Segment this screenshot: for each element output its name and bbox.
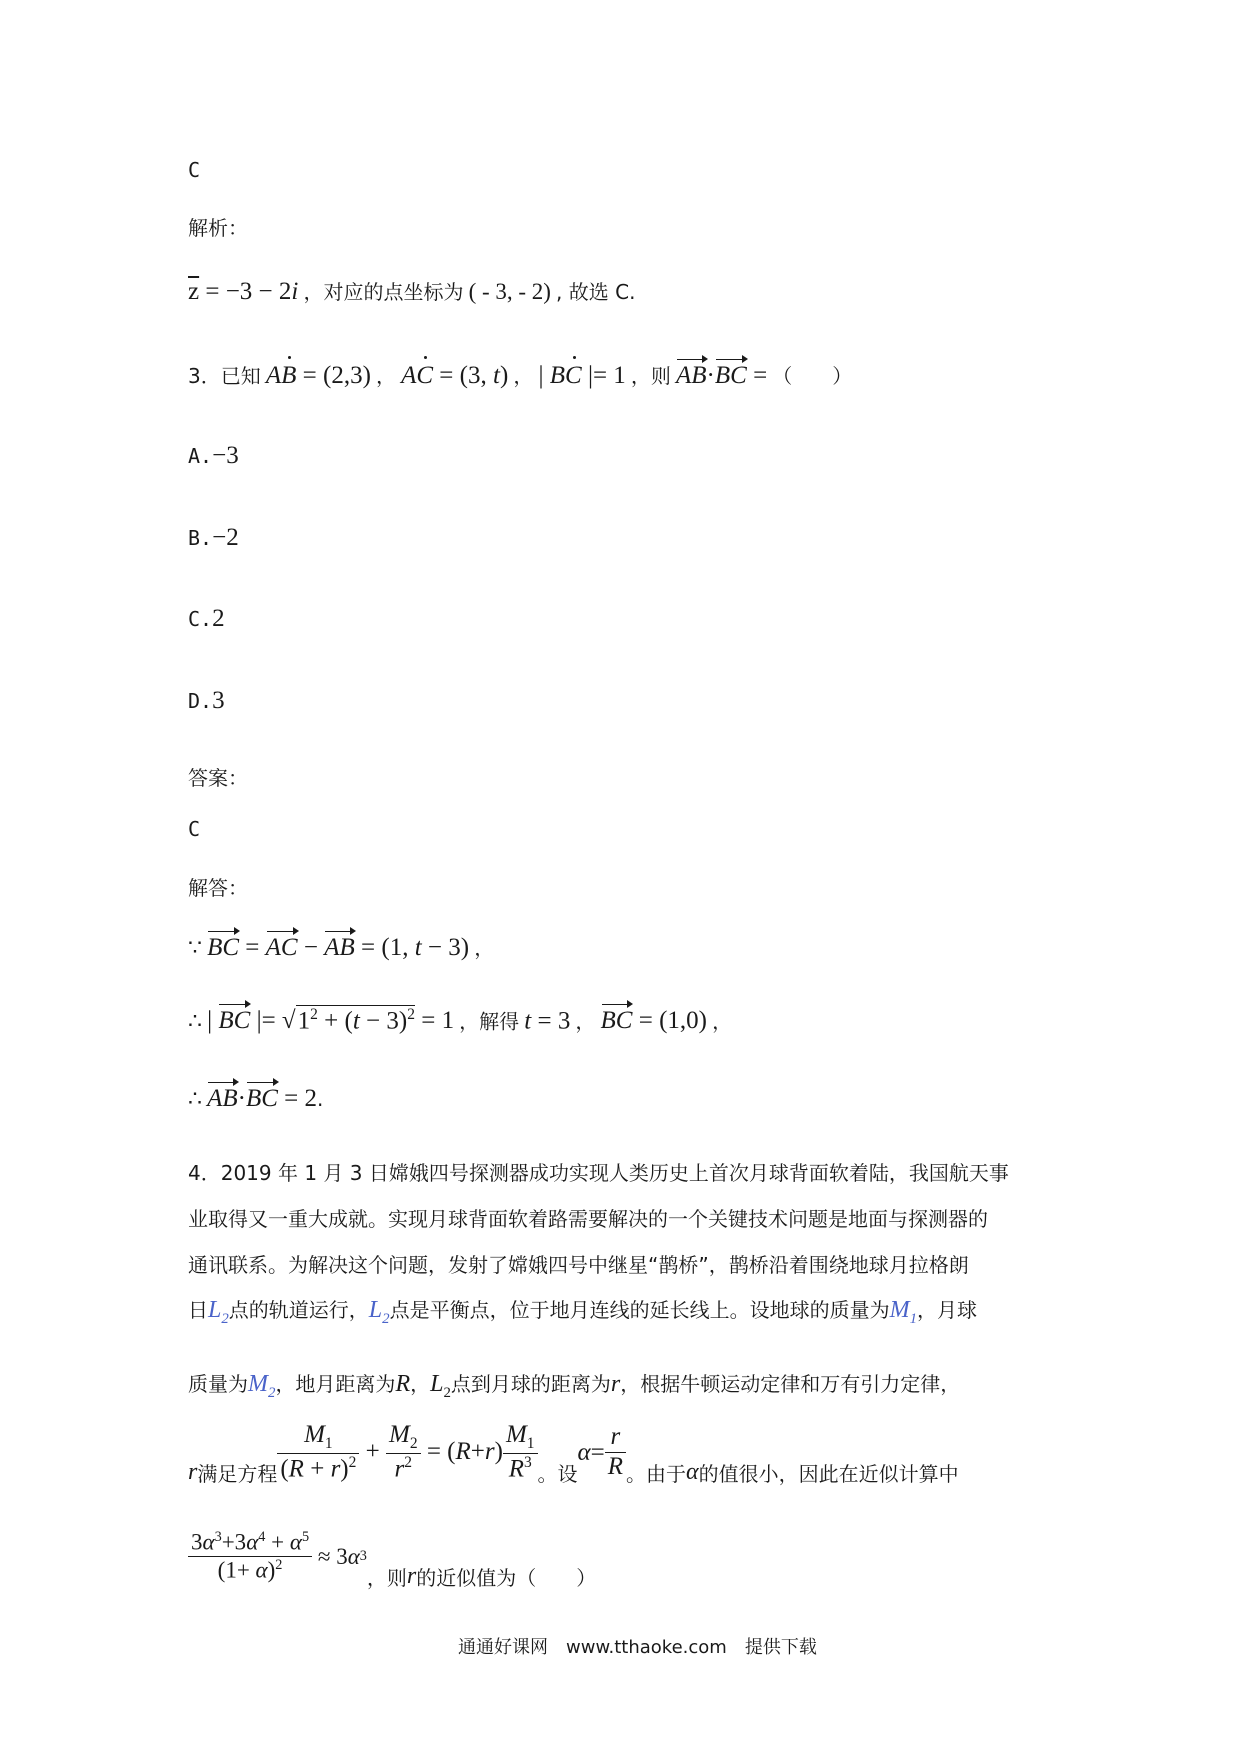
approximation-formula: $\frac{3\alpha^3+3\alpha^4 + \alpha^5}{(1+ \alpha)^2}$ ≈ 3 α 3 bbox=[188, 1529, 367, 1584]
q3-option-a bbox=[188, 442, 239, 470]
text: ， bbox=[410, 1372, 431, 1396]
comma: ， bbox=[575, 1009, 596, 1034]
q3-option-c bbox=[188, 605, 225, 633]
text: ，月球 bbox=[917, 1298, 978, 1322]
q3-number: 3．已知 bbox=[188, 364, 261, 388]
text: ，根据牛顿运动定律和万有引力定律， bbox=[620, 1372, 961, 1396]
analysis-choice: , 故选 C. bbox=[556, 280, 636, 304]
q4-line-3: 通讯联系。为解决这个问题，发射了嫦娥四号中继星“鹊桥”，鹊桥沿着围绕地球月拉格朗 bbox=[188, 1253, 969, 1277]
bc-vector-value: BC = (1,0) bbox=[600, 1007, 707, 1035]
q4-line-2: 业取得又一重大成就。实现月球背面软着路需要解决的一个关键技术问题是地面与探测器的 bbox=[188, 1207, 988, 1231]
prev-answer: C bbox=[188, 158, 201, 182]
text: 的近似值为（ ） bbox=[416, 1566, 597, 1590]
therefore-symbol: ∴ bbox=[188, 1087, 202, 1112]
text: 点的轨道运行， bbox=[228, 1298, 369, 1322]
text: 质量为 bbox=[188, 1372, 248, 1396]
text: ，则 bbox=[366, 1566, 407, 1590]
q3-sep: ， bbox=[513, 364, 534, 388]
text: 。由于 bbox=[626, 1462, 687, 1486]
therefore-symbol: ∴ bbox=[188, 1009, 202, 1035]
solve-text: ，解得 bbox=[459, 1009, 520, 1034]
q3-option-d bbox=[188, 687, 225, 715]
bc-magnitude-formula: | BC |= $√1^2 + (t - 3)^2 = 1$ bbox=[207, 1006, 455, 1035]
q4-line-4 bbox=[188, 1294, 977, 1328]
analysis-label: 解析： bbox=[188, 216, 248, 240]
q3-bc-formula: | BC |= 1 bbox=[538, 362, 626, 389]
alpha-symbol: α bbox=[686, 1459, 699, 1485]
r-small: r bbox=[610, 1371, 621, 1397]
q3-option-b bbox=[188, 524, 239, 552]
text: 满足方程 bbox=[197, 1462, 278, 1486]
q4-line-6 bbox=[188, 1418, 959, 1487]
fraction: $\frac{M_1}{(R + r)^2}$ bbox=[277, 1421, 359, 1484]
fraction: $\frac{M_1}{R^3}$ bbox=[503, 1421, 538, 1484]
fraction: $\frac{3\alpha^3+3\alpha^4 + \alpha^5}{(1+ \alpha)^2}$ bbox=[188, 1529, 312, 1584]
q4-line-1: 4．2019 年 1 月 3 日嫦娥四号探测器成功实现人类历史上首次月球背面软着陆，我国航天事 bbox=[188, 1161, 1009, 1185]
q3-dot-product: AB·BC = bbox=[675, 362, 768, 389]
q3-stem bbox=[188, 360, 852, 390]
conjugate-z-formula: $\overline{z} = -3 - 2i$ bbox=[188, 278, 299, 305]
r-capital: R bbox=[395, 1371, 411, 1397]
text: 点到月球的距离为 bbox=[450, 1372, 611, 1396]
q3-then: ，则 bbox=[630, 364, 671, 388]
option-value: 2 bbox=[212, 605, 225, 632]
q4-line-5 bbox=[188, 1368, 960, 1402]
q3-answer: C bbox=[188, 817, 201, 841]
q4-line-7 bbox=[188, 1522, 596, 1591]
analysis-line bbox=[188, 276, 635, 306]
comma: ， bbox=[474, 936, 495, 960]
footer-text: 通通好课网 www.tthaoke.com 提供下载 bbox=[458, 1637, 817, 1658]
analysis-text: ，对应的点坐标为 bbox=[303, 280, 464, 304]
q3-solution-step2 bbox=[188, 1005, 732, 1035]
t-value: t = 3 bbox=[524, 1007, 571, 1035]
q3-ab-formula: AB = (2,3) bbox=[265, 362, 371, 389]
because-symbol: ∵ bbox=[188, 936, 202, 961]
l2-plain: $L_2$ bbox=[430, 1371, 451, 1401]
q3-sep: ， bbox=[375, 364, 396, 388]
option-label: A. bbox=[188, 444, 213, 468]
orbit-equation: $\frac{M_1}{(R + r)^2}$ + $\frac{M_2}{r^2}$ = ( R + r ) $\frac{M_1}{R^3}$ bbox=[277, 1421, 537, 1484]
option-value: −3 bbox=[212, 442, 239, 469]
text: 点是平衡点，位于地月连线的延长线上。设地球的质量为 bbox=[389, 1298, 890, 1322]
option-value: −2 bbox=[212, 524, 239, 551]
fraction: $\frac{M_2}{r^2}$ bbox=[386, 1421, 421, 1484]
period: . bbox=[317, 1087, 324, 1111]
option-label: B. bbox=[188, 526, 213, 550]
q3-blank: （ ） bbox=[772, 364, 853, 388]
text: ，地月距离为 bbox=[275, 1372, 396, 1396]
comma: ， bbox=[712, 1009, 733, 1034]
q3-ac-formula: AC = (3, t) bbox=[401, 362, 509, 389]
m2-symbol: $M_2$ bbox=[248, 1371, 276, 1401]
bc-vector-formula: BC = AC − AB = (1, t − 3) bbox=[207, 934, 470, 961]
l2-symbol: $L_2$ bbox=[368, 1297, 390, 1327]
option-value: 3 bbox=[212, 687, 225, 714]
m1-symbol: $M_1$ bbox=[889, 1297, 918, 1327]
r-small: r bbox=[406, 1563, 417, 1589]
analysis-coords: ( - 3, - 2) bbox=[468, 279, 551, 304]
text: 的值很小，因此在近似计算中 bbox=[698, 1462, 959, 1486]
q3-solution-step1 bbox=[188, 932, 494, 962]
q3-solution-label: 解答： bbox=[188, 876, 248, 900]
l2-symbol: $L_2$ bbox=[208, 1297, 229, 1327]
alpha-definition: α = $\frac{r}{R}$ bbox=[578, 1423, 627, 1482]
option-label: D. bbox=[188, 689, 213, 713]
option-label: C. bbox=[188, 607, 213, 631]
q3-solution-step3 bbox=[188, 1085, 323, 1113]
r-small: r bbox=[188, 1459, 198, 1485]
text: 日 bbox=[188, 1298, 208, 1322]
text: 。设 bbox=[537, 1462, 578, 1486]
dot-product-result: AB·BC = 2 bbox=[207, 1085, 318, 1112]
q3-answer-label: 答案： bbox=[188, 766, 248, 790]
